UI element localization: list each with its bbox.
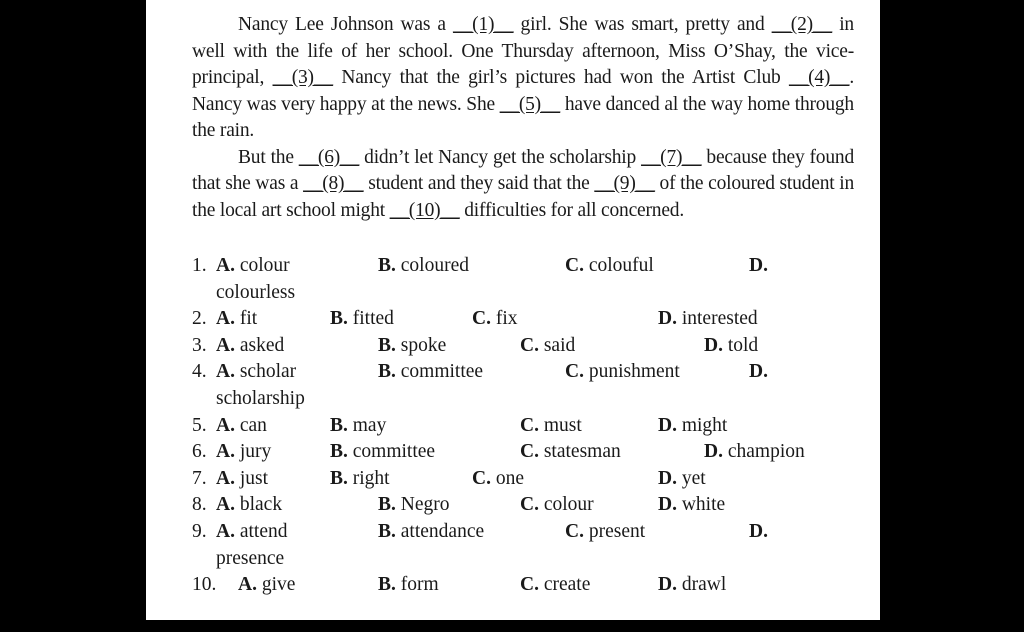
- blank-9: __(9)__: [594, 173, 655, 194]
- option-a: just: [239, 467, 269, 489]
- option-d: might: [681, 414, 728, 436]
- option-label: C.: [565, 520, 584, 542]
- passage-text: because they found that she was a: [192, 146, 854, 194]
- question-row: [192, 494, 862, 521]
- option-label: C.: [472, 308, 491, 330]
- option-b: fitted: [352, 308, 394, 330]
- question-row: [192, 574, 862, 601]
- option-label: B.: [378, 361, 396, 383]
- question-number: 8.: [192, 494, 207, 516]
- option-b: spoke: [400, 334, 447, 356]
- passage: [192, 12, 854, 224]
- option-a: can: [239, 414, 267, 436]
- option-label: C.: [520, 334, 539, 356]
- question-row: [192, 361, 862, 414]
- option-label: A.: [238, 574, 257, 596]
- option-a: colour: [239, 255, 290, 276]
- question-row: [192, 468, 862, 495]
- option-label: A.: [216, 467, 235, 489]
- option-d: white: [681, 494, 726, 516]
- question-number: 10.: [192, 574, 217, 596]
- question-number: 4.: [192, 361, 207, 383]
- option-c: punishment: [588, 361, 680, 383]
- blank-5: __(5)__: [499, 93, 561, 115]
- option-b: right: [352, 467, 390, 489]
- question-number: 6.: [192, 441, 207, 463]
- option-label: B.: [330, 414, 348, 436]
- passage-text: didn’t let Nancy get the scholarship: [359, 146, 642, 168]
- option-b: form: [400, 574, 439, 596]
- option-b: coloured: [400, 255, 469, 276]
- question-number: 3.: [192, 334, 207, 356]
- blank-4: __(4)__: [788, 67, 850, 88]
- option-d: colourless: [216, 281, 296, 303]
- option-c: statesman: [543, 441, 621, 463]
- option-a: asked: [239, 334, 285, 356]
- passage-text: But the: [238, 146, 299, 168]
- option-a: fit: [239, 308, 258, 330]
- passage-text: have danced al the way home through the rain.: [192, 93, 854, 141]
- option-label: A.: [216, 334, 235, 356]
- option-label: B.: [378, 494, 396, 516]
- blank-10: __(10)__: [389, 199, 460, 221]
- option-c: said: [543, 334, 576, 356]
- worksheet-page: [146, 0, 880, 620]
- option-label: D.: [704, 441, 723, 463]
- option-b: Negro: [400, 494, 450, 516]
- option-label: B.: [330, 308, 348, 330]
- answer-options: [192, 255, 862, 601]
- question-row: [192, 441, 862, 468]
- question-row: [192, 308, 862, 335]
- option-label: D.: [749, 361, 768, 383]
- option-d: scholarship: [216, 387, 305, 409]
- option-label: A.: [216, 441, 235, 463]
- passage-text: difficulties for all concerned.: [459, 199, 685, 221]
- option-b: may: [352, 414, 387, 436]
- option-label: C.: [520, 494, 539, 516]
- option-label: B.: [378, 255, 396, 276]
- question-row: [192, 415, 862, 442]
- option-label: A.: [216, 494, 235, 516]
- option-label: A.: [216, 255, 235, 276]
- option-label: D.: [658, 414, 677, 436]
- option-label: C.: [520, 574, 539, 596]
- question-row: [192, 255, 862, 308]
- paragraph-2: [192, 145, 854, 225]
- option-label: C.: [565, 361, 584, 383]
- question-number: 7.: [192, 467, 207, 489]
- option-c: one: [495, 467, 524, 489]
- option-label: D.: [749, 520, 768, 542]
- option-d: told: [727, 334, 759, 356]
- option-label: B.: [330, 441, 348, 463]
- option-a: attend: [239, 520, 288, 542]
- question-number: 1.: [192, 255, 207, 276]
- question-number: 2.: [192, 308, 207, 330]
- option-d: champion: [727, 441, 805, 463]
- option-c: colouful: [588, 255, 654, 276]
- option-c: create: [543, 574, 591, 596]
- option-c: present: [588, 520, 646, 542]
- option-d: yet: [681, 467, 706, 489]
- paragraph-1: [192, 12, 854, 145]
- blank-2: __(2)__: [771, 14, 833, 35]
- option-label: B.: [378, 574, 396, 596]
- option-b: committee: [352, 441, 436, 463]
- question-row: [192, 521, 862, 574]
- option-label: D.: [658, 494, 677, 516]
- passage-text: Nancy that the girl’s pictures had won the Artist Club: [332, 67, 789, 88]
- option-label: B.: [378, 520, 396, 542]
- option-d: interested: [681, 308, 758, 330]
- passage-text: of the coloured student in the local art school might: [192, 173, 854, 221]
- option-label: D.: [658, 574, 677, 596]
- option-c: must: [543, 414, 582, 436]
- option-c: colour: [543, 494, 594, 516]
- blank-7: __(7)__: [641, 146, 702, 168]
- option-b: committee: [400, 361, 484, 383]
- option-c: fix: [495, 308, 518, 330]
- option-a: black: [239, 494, 283, 516]
- option-a: give: [261, 574, 296, 596]
- option-label: C.: [472, 467, 491, 489]
- option-d: presence: [216, 547, 285, 569]
- option-label: A.: [216, 414, 235, 436]
- blank-8: __(8)__: [303, 173, 364, 194]
- option-label: C.: [565, 255, 584, 276]
- option-label: D.: [658, 308, 677, 330]
- option-label: D.: [749, 255, 768, 276]
- passage-text: in well with the life of her school. One Thursday afternoon, Miss O’Shay, the vice-principal,: [192, 14, 854, 88]
- option-label: C.: [520, 441, 539, 463]
- option-label: A.: [216, 361, 235, 383]
- passage-text: Nancy Lee Johnson was a: [238, 14, 454, 35]
- passage-text: girl. She was smart, pretty and: [513, 14, 772, 35]
- passage-text: . Nancy was very happy at the news. She: [192, 67, 854, 115]
- blank-1: __(1)__: [453, 14, 514, 35]
- option-label: B.: [378, 334, 396, 356]
- option-label: B.: [330, 467, 348, 489]
- option-d: drawl: [681, 574, 727, 596]
- question-row: [192, 335, 862, 362]
- option-b: attendance: [400, 520, 485, 542]
- question-number: 9.: [192, 520, 207, 542]
- option-label: A.: [216, 308, 235, 330]
- option-a: scholar: [239, 361, 297, 383]
- option-label: C.: [520, 414, 539, 436]
- option-label: D.: [704, 334, 723, 356]
- option-label: A.: [216, 520, 235, 542]
- option-label: D.: [658, 467, 677, 489]
- blank-3: __(3)__: [272, 67, 333, 88]
- option-a: jury: [239, 441, 272, 463]
- passage-text: student and they said that the: [363, 173, 595, 194]
- blank-6: __(6)__: [298, 146, 360, 168]
- question-number: 5.: [192, 414, 207, 436]
